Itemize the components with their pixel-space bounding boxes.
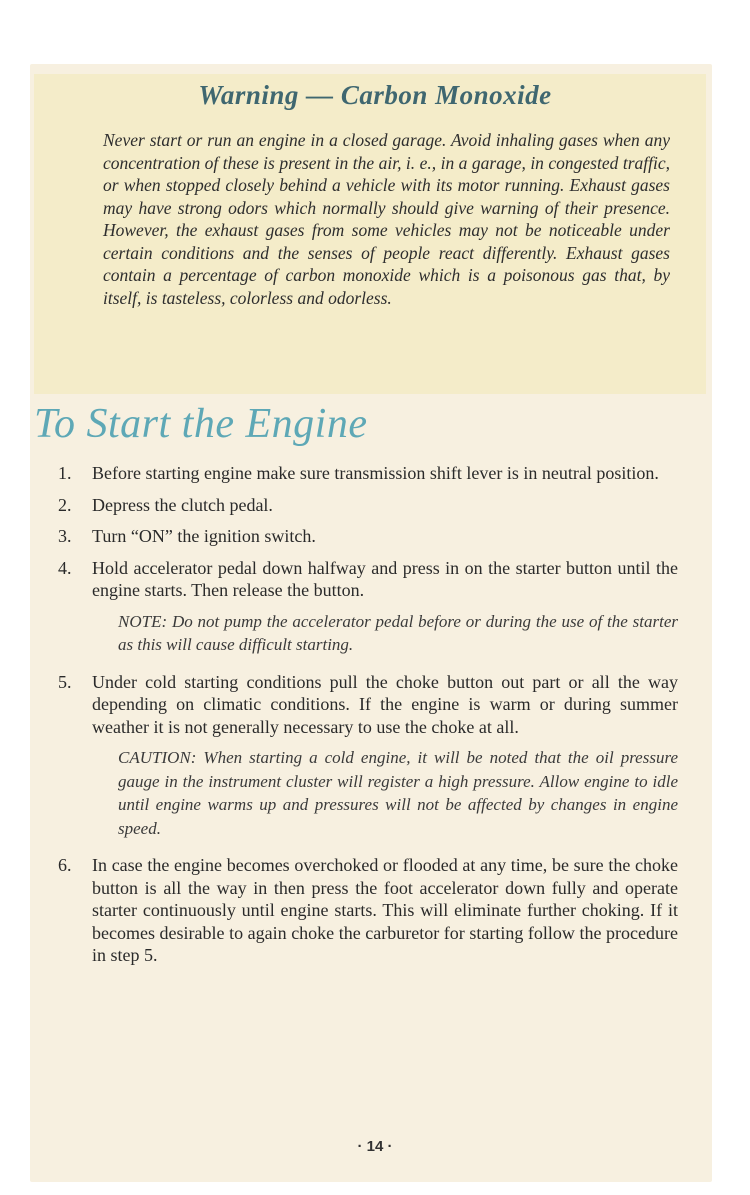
step-4 xyxy=(58,557,678,657)
step-number: 6. xyxy=(58,855,72,875)
step-text: In case the engine becomes overchoked or flooded at any time, be sure the choke button is all the way in then press the foot accelerator down fully and operate starter continuously until engine starts. This will eliminate further choking. If it becomes desirable to again choke the carburetor for starting follow the procedure in step 5. xyxy=(92,855,678,965)
step-number: 2. xyxy=(58,494,72,515)
step-text: Turn “ON” the ignition switch. xyxy=(92,526,316,546)
step-1 xyxy=(58,462,678,485)
step-text: Before starting engine make sure transmission shift lever is in neutral position. xyxy=(92,463,659,483)
step-text: Depress the clutch pedal. xyxy=(92,494,273,515)
step-text: Under cold starting conditions pull the choke button out part or all the way depending on climatic conditions. If the engine is warm or during summer weather it is not generally necessary to use the choke at all. xyxy=(92,671,678,737)
step-6 xyxy=(58,854,678,967)
step-note: NOTE: Do not pump the accelerator pedal before or during the use of the starter as this will cause difficult starting. xyxy=(118,611,678,654)
step-number: 3. xyxy=(58,526,72,546)
step-number: 4. xyxy=(58,557,72,578)
step-text: Hold accelerator pedal down halfway and press in on the starter button until the engine starts. Then release the button. xyxy=(92,557,678,600)
step-2 xyxy=(58,494,678,517)
warning-title: Warning — Carbon Monoxide xyxy=(198,80,552,110)
step-5 xyxy=(58,671,678,841)
section-title: To Start the Engine xyxy=(34,401,368,447)
step-number: 5. xyxy=(58,671,72,692)
steps-list xyxy=(58,462,678,967)
step-3 xyxy=(58,525,678,548)
step-caution: CAUTION: When starting a cold engine, it will be noted that the oil pressure gauge in the instrument cluster will register a high pressure. Allow engine to idle until engine warms up and pressures will not be affected by changes in engine speed. xyxy=(118,748,678,838)
page-number: · 14 · xyxy=(357,1138,393,1155)
warning-body: Never start or run an engine in a closed garage. Avoid inhaling gases when any concentration of these is present in the air, i. e., in a garage, in congested traffic, or when stopped closely behind a vehicle with its motor running. Exhaust gases may have strong odors which normally should give warning of their presence. However, the exhaust gases from some vehicles may not be noticeable under certain conditions and the senses of people react differently. Exhaust gases contain a percentage of carbon monoxide which is a poisonous gas that, by itself, is tasteless, colorless and odorless. xyxy=(103,130,670,308)
step-number: 1. xyxy=(58,463,72,483)
